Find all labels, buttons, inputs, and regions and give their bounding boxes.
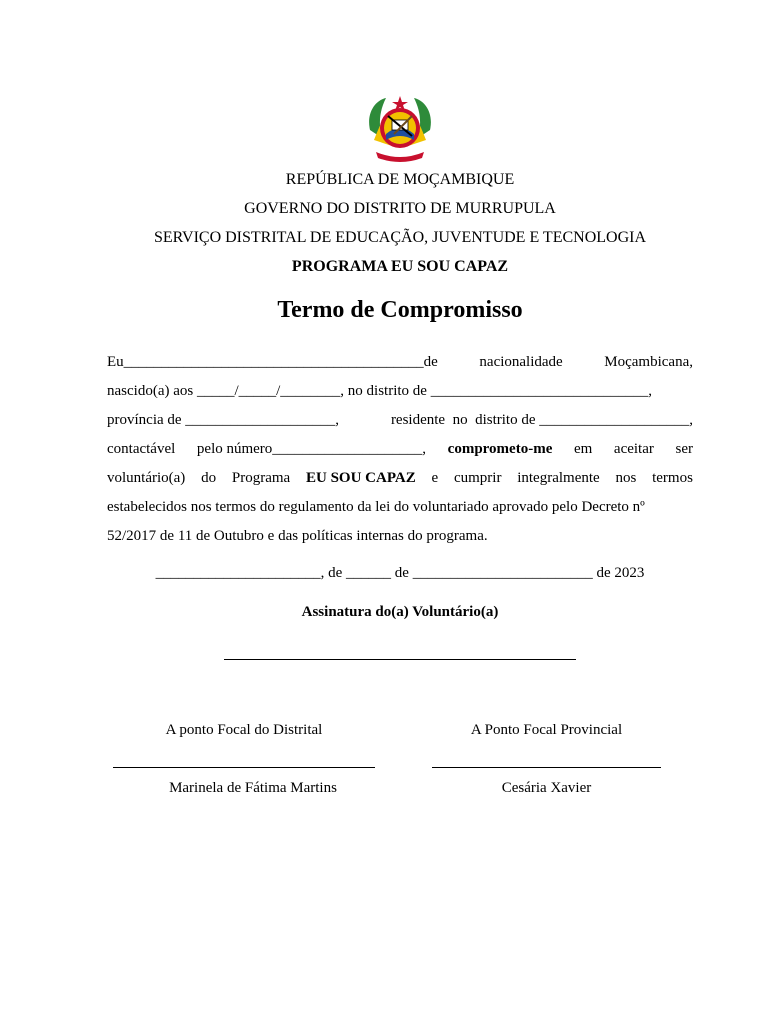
body-text: residente no distrito de ____________________, xyxy=(390,412,693,428)
body-line-5 xyxy=(107,468,693,497)
date-line: ______________________, de ______ de ________________________ de 2023 xyxy=(155,565,645,581)
body-text-bold: EU SOU CAPAZ xyxy=(305,470,416,486)
header-service: SERVIÇO DISTRITAL DE EDUCAÇÃO, JUVENTUDE E TECNOLOGIA xyxy=(153,229,647,246)
header-program: PROGRAMA EU SOU CAPAZ xyxy=(291,258,509,275)
body-line-4 xyxy=(107,439,693,468)
body-text: e xyxy=(431,470,439,486)
header-government: GOVERNO DO DISTRITO DE MURRUPULA xyxy=(244,200,556,217)
body-text: Moçambicana, xyxy=(604,354,693,370)
body-text: pelo número____________________, xyxy=(196,441,427,457)
body-text: Programa xyxy=(231,470,291,486)
body-line-2 xyxy=(107,381,693,410)
header-republic: REPÚBLICA DE MOÇAMBIQUE xyxy=(285,171,515,188)
district-focal-role: A ponto Focal do Distrital xyxy=(165,722,323,738)
body-text: cumprir xyxy=(453,470,502,486)
provincial-focal-signature-line xyxy=(432,767,661,768)
body-line-3 xyxy=(107,410,693,439)
body-line-1 xyxy=(107,352,693,381)
district-focal-name: Marinela de Fátima Martins xyxy=(169,780,337,796)
mozambique-coat-of-arms xyxy=(362,90,438,166)
body-text: nos xyxy=(615,470,637,486)
district-focal-signature-line xyxy=(113,767,375,768)
body-text: nascido(a) aos _____/_____/________, no distrito de _____________________________, xyxy=(107,383,652,399)
volunteer-signature-line xyxy=(224,659,576,660)
body-text: Eu________________________________________de xyxy=(107,354,438,370)
provincial-focal-name: Cesária Xavier xyxy=(501,780,592,796)
body-text: nacionalidade xyxy=(479,354,563,370)
body-text: 52/2017 de 11 de Outubro e das políticas internas do programa. xyxy=(107,528,488,544)
body-text-bold: comprometo-me xyxy=(447,441,553,457)
body-text: contactável xyxy=(107,441,176,457)
body-text: do xyxy=(201,470,217,486)
body-text: ser xyxy=(675,441,693,457)
body-text: termos xyxy=(652,470,693,486)
body-text: em xyxy=(573,441,593,457)
provincial-focal-role: A Ponto Focal Provincial xyxy=(470,722,623,738)
body-text: voluntário(a) xyxy=(107,470,186,486)
page-title: Termo de Compromisso xyxy=(277,297,523,323)
volunteer-signature-label: Assinatura do(a) Voluntário(a) xyxy=(301,604,499,620)
body-text: integralmente xyxy=(517,470,600,486)
body-text: aceitar xyxy=(613,441,654,457)
body-text: província de ____________________, xyxy=(107,412,340,428)
body-line-6 xyxy=(107,497,693,526)
body-line-7 xyxy=(107,526,693,555)
body-text: estabelecidos nos termos do regulamento da lei do voluntariado aprovado pelo Decreto nº xyxy=(107,499,645,515)
